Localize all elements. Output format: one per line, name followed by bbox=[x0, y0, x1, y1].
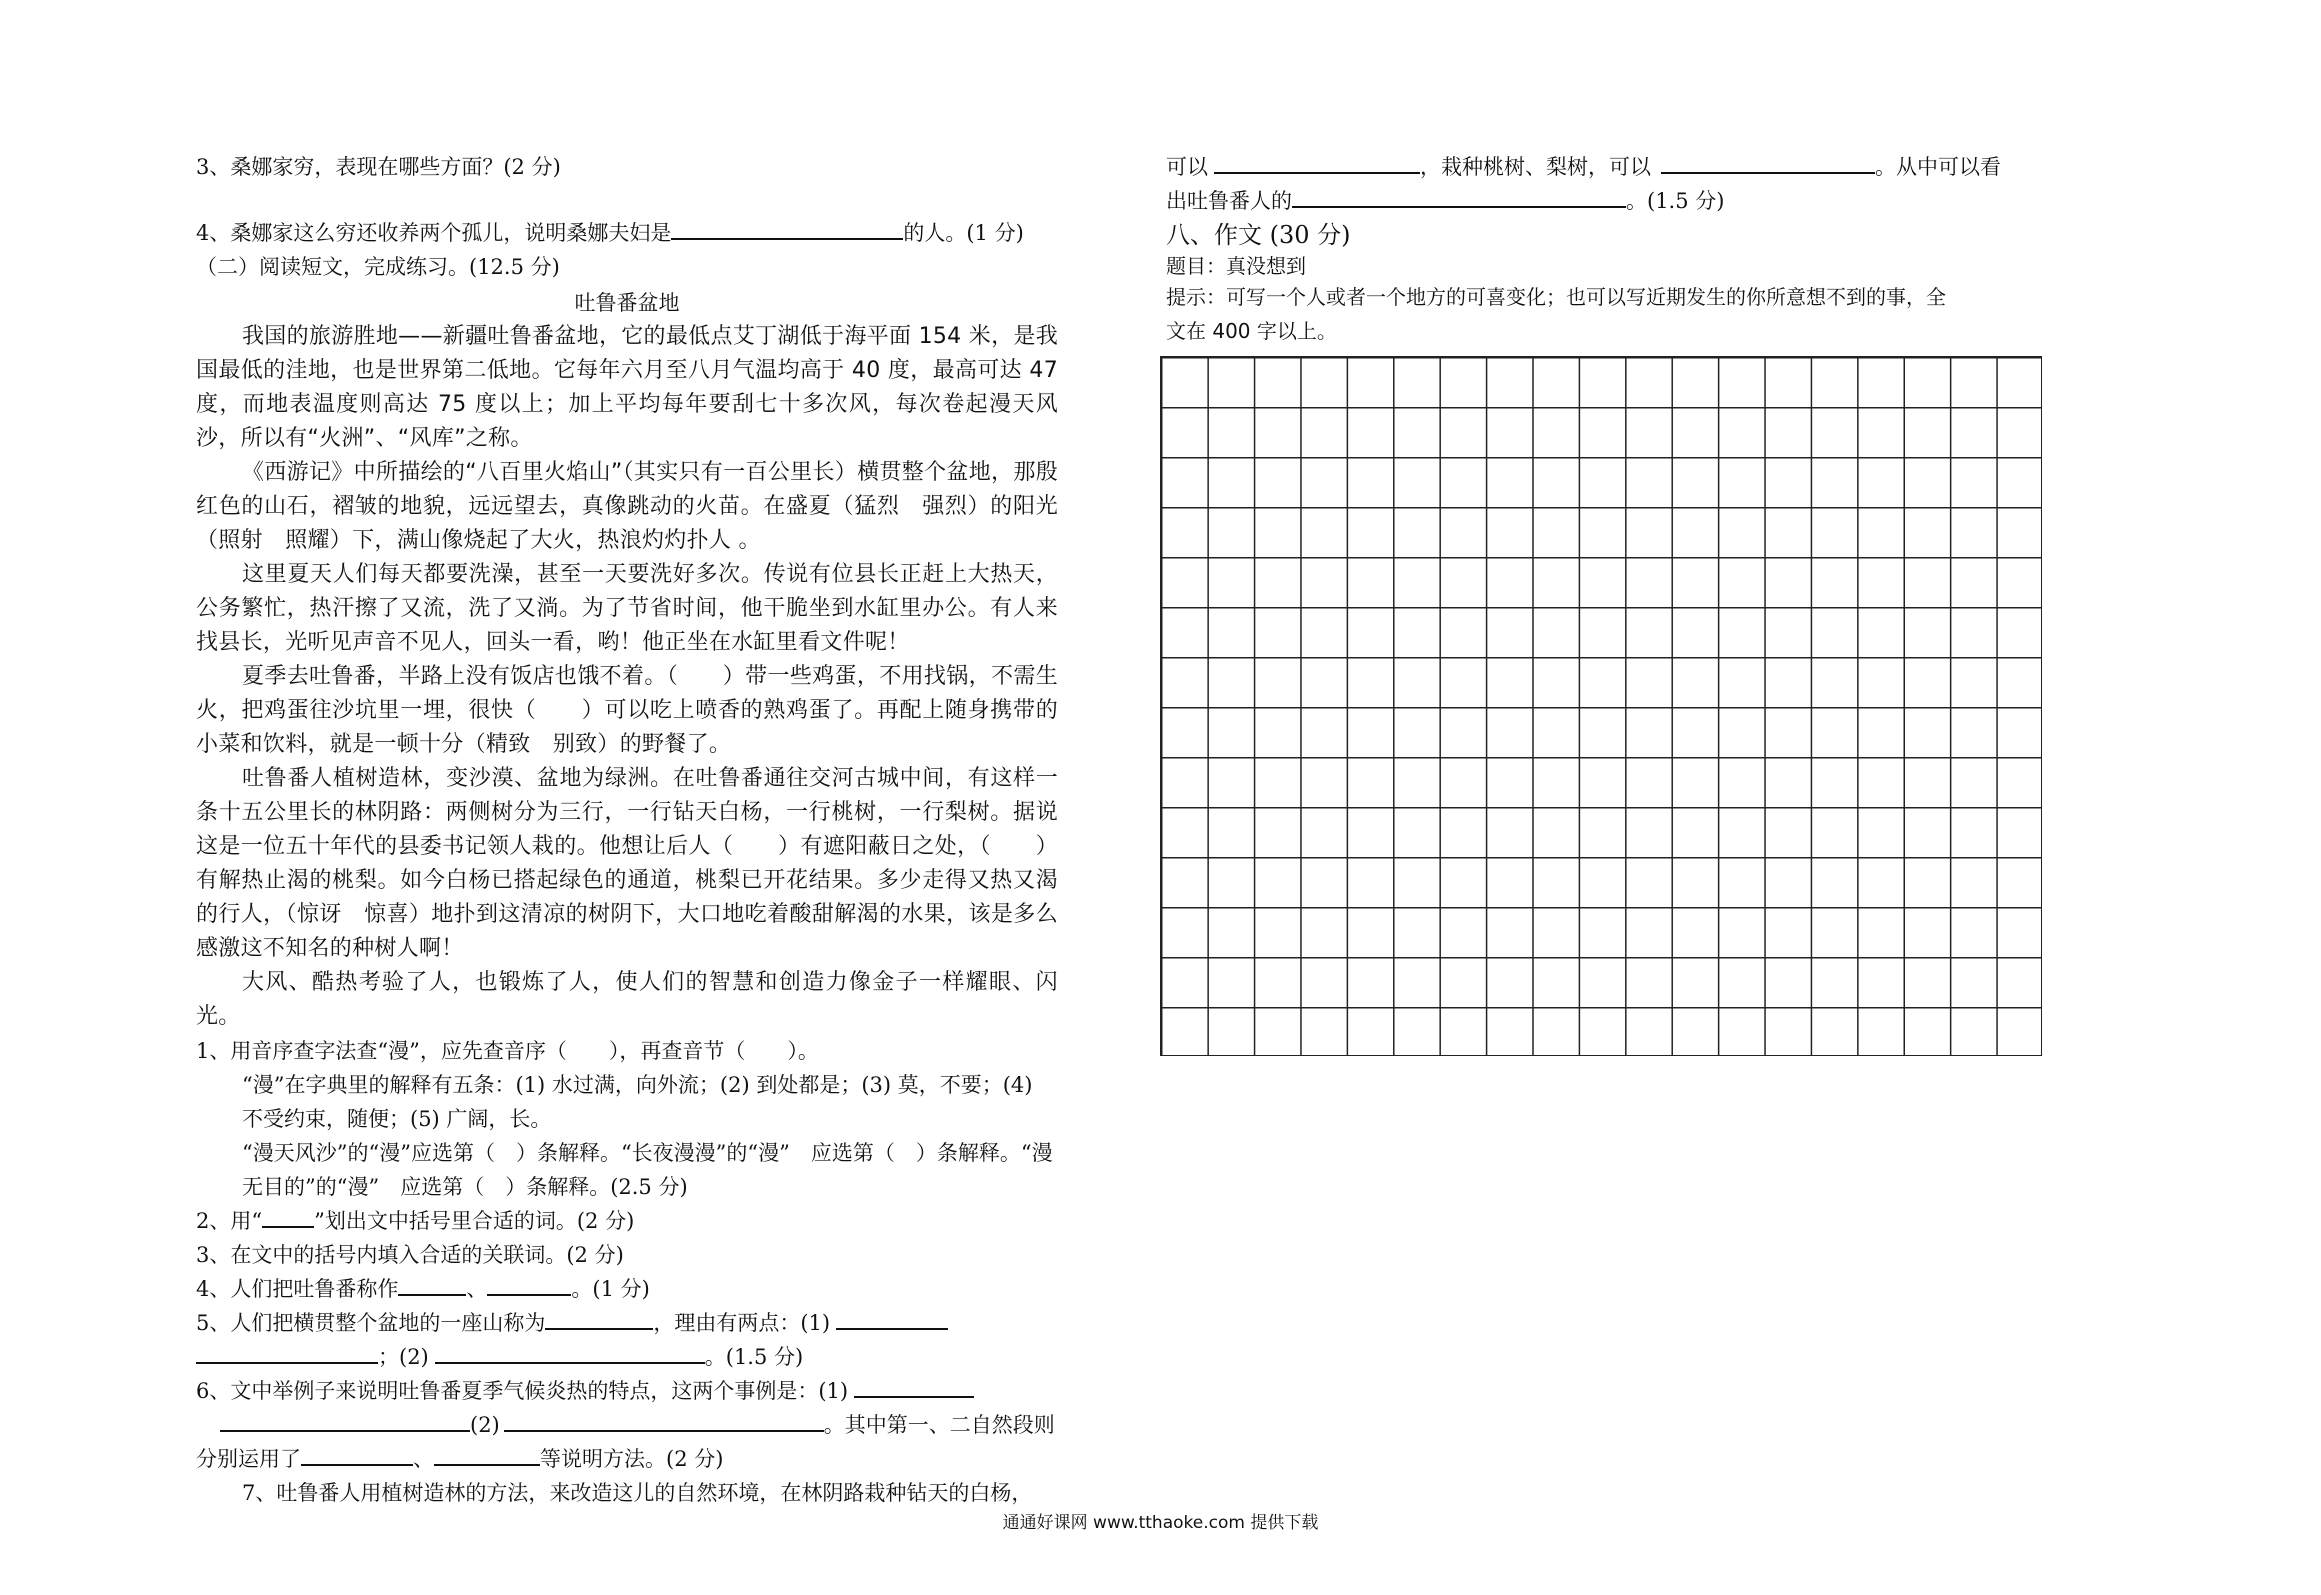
answer-blank[interactable] bbox=[671, 216, 903, 240]
exercise-7-can: 可以 bbox=[1166, 155, 1208, 179]
exercise-6 bbox=[196, 1374, 1058, 1408]
exercise-2-text-end: ”划出文中括号里合适的词。(2 分) bbox=[314, 1209, 635, 1233]
footer-credit: 通通好课网 www.tthaoke.com 提供下载 bbox=[1002, 1513, 1319, 1533]
answer-blank[interactable] bbox=[1661, 150, 1875, 174]
answer-blank[interactable] bbox=[836, 1306, 948, 1330]
answer-blank[interactable] bbox=[220, 1408, 470, 1432]
exercise-7-trees: ，栽种桃树、梨树，可以 bbox=[1420, 155, 1651, 179]
question-4-text: 4、桑娜家这么穷还收养两个孤儿，说明桑娜夫妇是 bbox=[196, 221, 672, 245]
exercise-4-points: 。(1 分) bbox=[571, 1277, 650, 1301]
exercise-5-reason: ，理由有两点：(1) bbox=[653, 1311, 831, 1335]
exercise-7-people: 出吐鲁番人的 bbox=[1166, 189, 1292, 213]
composition-grid[interactable] bbox=[1160, 356, 2042, 1056]
underline-sample bbox=[262, 1204, 314, 1228]
question-4-points: 的人。(1 分) bbox=[903, 221, 1024, 245]
exercise-2-text: 2、用“ bbox=[196, 1209, 263, 1233]
answer-blank[interactable] bbox=[435, 1340, 705, 1364]
answer-blank[interactable] bbox=[854, 1374, 974, 1398]
exercise-6-points: 等说明方法。(2 分) bbox=[540, 1447, 724, 1471]
paragraph-6: 大风、酷热考验了人，也锻炼了人，使人们的智慧和创造力像金子一样耀眼、闪光。 bbox=[196, 970, 1058, 1029]
answer-blank[interactable] bbox=[434, 1442, 540, 1466]
exercise-6-cont bbox=[196, 1408, 1058, 1442]
exercise-7-cont-2 bbox=[1166, 184, 2050, 218]
exercise-2 bbox=[196, 1204, 1058, 1238]
exercise-7-see: 。从中可以看 bbox=[1875, 155, 2001, 179]
part-2-heading: （二）阅读短文，完成练习。(12.5 分) bbox=[196, 255, 560, 279]
exercise-4 bbox=[196, 1272, 1058, 1306]
question-3: 3、桑娜家穷，表现在哪些方面？(2 分) bbox=[196, 155, 561, 179]
essay-topic: 题目：真没想到 bbox=[1166, 254, 1306, 278]
answer-blank[interactable] bbox=[398, 1272, 466, 1296]
exercise-6-methods bbox=[196, 1442, 1058, 1476]
exercise-4-sep: 、 bbox=[466, 1277, 488, 1301]
exercise-1: 1、用音序查字法查“漫”，应先查音序（ ），再查音节（ ）。 bbox=[196, 1039, 819, 1063]
paragraph-2: 《西游记》中所描绘的“八百里火焰山”（其实只有一百公里长）横贯整个盆地，那殷红色的山石，褶皱的地貌，远远望去，真像跳动的火苗。在盛夏（猛烈 强烈）的阳光（照射 照耀）下，满山像烧起了大火，热浪灼灼扑人 。 bbox=[196, 460, 1058, 553]
exercise-6-sep: 、 bbox=[413, 1447, 434, 1471]
exercise-3: 3、在文中的括号内填入合适的关联词。(2 分) bbox=[196, 1243, 624, 1267]
essay-hint-cont: 文在 400 字以上。 bbox=[1166, 319, 1337, 343]
right-column bbox=[1166, 150, 2050, 348]
paragraph-3: 这里夏天人们每天都要洗澡，甚至一天要洗好多次。传说有位县长正赶上大热天，公务繁忙，热汗擦了又流，洗了又淌。为了节省时间，他干脆坐到水缸里办公。有人来找县长，光听见声音不见人，回头一看，哟！他正坐在水缸里看文件呢！ bbox=[196, 562, 1058, 655]
exercise-7: 7、吐鲁番人用植树造林的方法，来改造这儿的自然环境，在林阴路栽种钻天的白杨， bbox=[242, 1481, 1033, 1505]
exercise-7-cont bbox=[1166, 150, 2050, 184]
paragraph-1: 我国的旅游胜地——新疆吐鲁番盆地，它的最低点艾丁湖低于海平面 154 米，是我国最低的洼地，也是世界第二低地。它每年六月至八月气温均高于 40 度，最高可达 47 度，而地表温度则高达 75 度以上；加上平均每年要刮七十多次风，每次卷起漫天风沙，所以有“火洲”、“风库”之称。 bbox=[196, 324, 1058, 451]
exercise-5-second: ；(2) bbox=[378, 1345, 429, 1369]
answer-blank[interactable] bbox=[1214, 150, 1420, 174]
answer-blank[interactable] bbox=[301, 1442, 413, 1466]
answer-blank[interactable] bbox=[545, 1306, 653, 1330]
essay-hint: 提示：可写一个人或者一个地方的可喜变化；也可以写近期发生的你所意想不到的事，全 bbox=[1166, 285, 1946, 309]
exercise-4-text: 4、人们把吐鲁番称作 bbox=[196, 1277, 399, 1301]
paragraph-4: 夏季去吐鲁番，半路上没有饭店也饿不着。（ ）带一些鸡蛋，不用找锅，不需生火，把鸡蛋往沙坑里一埋，很快（ ）可以吃上喷香的熟鸡蛋了。再配上随身携带的小菜和饮料，就是一顿十分（精致 别致）的野餐了。 bbox=[196, 664, 1058, 757]
exercise-6-second: (2) bbox=[470, 1413, 500, 1437]
exercise-5 bbox=[196, 1306, 1058, 1340]
left-column bbox=[196, 150, 1058, 1510]
paragraph-5: 吐鲁番人植树造林，变沙漠、盆地为绿洲。在吐鲁番通往交河古城中间，有这样一条十五公里长的林阴路：两侧树分为三行，一行钻天白杨，一行桃树，一行梨树。据说这是一位五十年代的县委书记领人栽的。他想让后人（ ）有遮阳蔽日之处，（ ）有解热止渴的桃梨。如今白杨已搭起绿色的通道，桃梨已开花结果。多少走得又热又渴的行人，（惊讶 惊喜）地扑到这清凉的树阴下，大口地吃着酸甜解渴的水果，该是多么感激这不知名的种树人啊！ bbox=[196, 766, 1058, 961]
exercise-1-definitions: “漫”在字典里的解释有五条：(1) 水过满，向外流；(2) 到处都是；(3) 莫，不要；(4) 不受约束，随便；(5) 广阔，长。 bbox=[242, 1073, 1033, 1131]
passage-title: 吐鲁番盆地 bbox=[574, 291, 680, 315]
exercise-7-points: 。(1.5 分) bbox=[1626, 189, 1725, 213]
answer-blank[interactable] bbox=[487, 1272, 571, 1296]
exercise-5-text: 5、人们把横贯整个盆地的一座山称为 bbox=[196, 1311, 546, 1335]
answer-blank[interactable] bbox=[504, 1408, 824, 1432]
exercise-6-methods-text: 分别运用了 bbox=[196, 1447, 301, 1471]
answer-blank[interactable] bbox=[196, 1340, 378, 1364]
exercise-6-note: 。其中第一、二自然段则 bbox=[823, 1413, 1055, 1437]
exercise-6-text: 6、文中举例子来说明吐鲁番夏季气候炎热的特点，这两个事例是：(1) bbox=[196, 1379, 849, 1403]
exercise-1-choices: “漫天风沙”的“漫”应选第（ ）条解释。“长夜漫漫”的“漫” 应选第（ ）条解释。“漫无目的”的“漫” 应选第（ ）条解释。(2.5 分) bbox=[242, 1141, 1053, 1199]
section-8-heading: 八、作文 (30 分) bbox=[1166, 221, 1351, 249]
exercise-5-cont bbox=[196, 1340, 1058, 1374]
exercise-5-points: 。(1.5 分) bbox=[704, 1345, 804, 1369]
answer-blank[interactable] bbox=[1292, 184, 1626, 208]
question-4 bbox=[196, 216, 1058, 250]
